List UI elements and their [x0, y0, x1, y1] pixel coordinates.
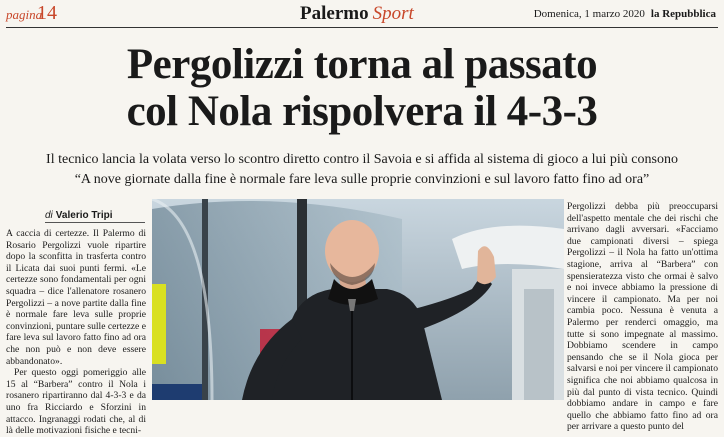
- headline-line-1: Pergolizzi torna al passato: [126, 41, 598, 88]
- section-title: [300, 3, 414, 25]
- headline-line-2: col Nola rispolvera il 4-3-3: [126, 88, 598, 135]
- left-column: [6, 228, 146, 437]
- page-number: 14: [37, 2, 57, 24]
- issue-date: Domenica, 1 marzo 2020: [533, 8, 645, 20]
- paragraph: Pergolizzi debba più preoccuparsi dell'aspetto mentale che dei rischi che arrivano dagli avversari. «Facciamo due campionati diversi – spiega Pergolizzi – il Nola ha fatto un'ottima stagione, arriva al “Barbera” con spensieratezza visto che ormai è salvo e noi invece abbiamo la pressione di vincere il campionato. Ma per noi cambia poco. Nessuna è venuta a Palermo per renderci omaggio, ma tutte si sono impegnate al massimo. Dobbiamo scendere in campo pensando che se il Nola gioca per salvarsi e noi per vincere il campionato significa che noi abbiamo qualcosa in più dal punto di vista tecnico. Quindi dobbiamo andare in campo e fare quello che abbiamo fatto fino ad ora per arrivare a questo punto del: [567, 201, 718, 433]
- article-photo: [152, 199, 564, 400]
- right-column: [567, 201, 718, 433]
- byline-prefix: di: [45, 210, 53, 221]
- byline: [45, 210, 113, 221]
- header-rule: [6, 27, 718, 28]
- byline-author: Valerio Tripi: [55, 210, 113, 221]
- paragraph: Per questo oggi pomeriggio alle 15 al “Barbera” contro il Nola i rosanero ripartiranno dal 4-3-3 e da uno fra Ricciardo e Sforzini in attacco. Ingranaggi rodati che, al di là delle motivazioni fisiche e tecni-: [6, 367, 146, 437]
- subtitle-line-2: “A nove giornate dalla fine è normale fare leva sulle proprie convinzioni e sul lavoro fatto fino ad ora”: [74, 172, 650, 187]
- page-header: [0, 0, 724, 28]
- byline-rule: [45, 222, 145, 223]
- paragraph: A caccia di certezze. Il Palermo di Rosario Pergolizzi vuole ripartire dopo la sconfitta in trasferta contro il Licata dai suoi punti fermi. «Le certezze sono fondamentali per ogni squadra – dice l'allenatore rosanero Pergolizzi – a nove partite dalla fine è normale fare leva sulle proprie convinzioni, puntare sulle certezze e fare leva sul lavoro fatto fino ad ora che non può e non deve essere abbandonato».: [6, 228, 146, 367]
- section-sport: Sport: [372, 3, 414, 24]
- page-label: pagina: [6, 7, 43, 22]
- subtitle-line-1: Il tecnico lancia la volata verso lo scontro diretto contro il Savoia e si affida al sistema di gioco a lui più consono: [46, 152, 678, 167]
- dateline: [534, 8, 716, 20]
- newspaper-name: la Repubblica: [650, 8, 716, 20]
- section-city: Palermo: [300, 3, 369, 24]
